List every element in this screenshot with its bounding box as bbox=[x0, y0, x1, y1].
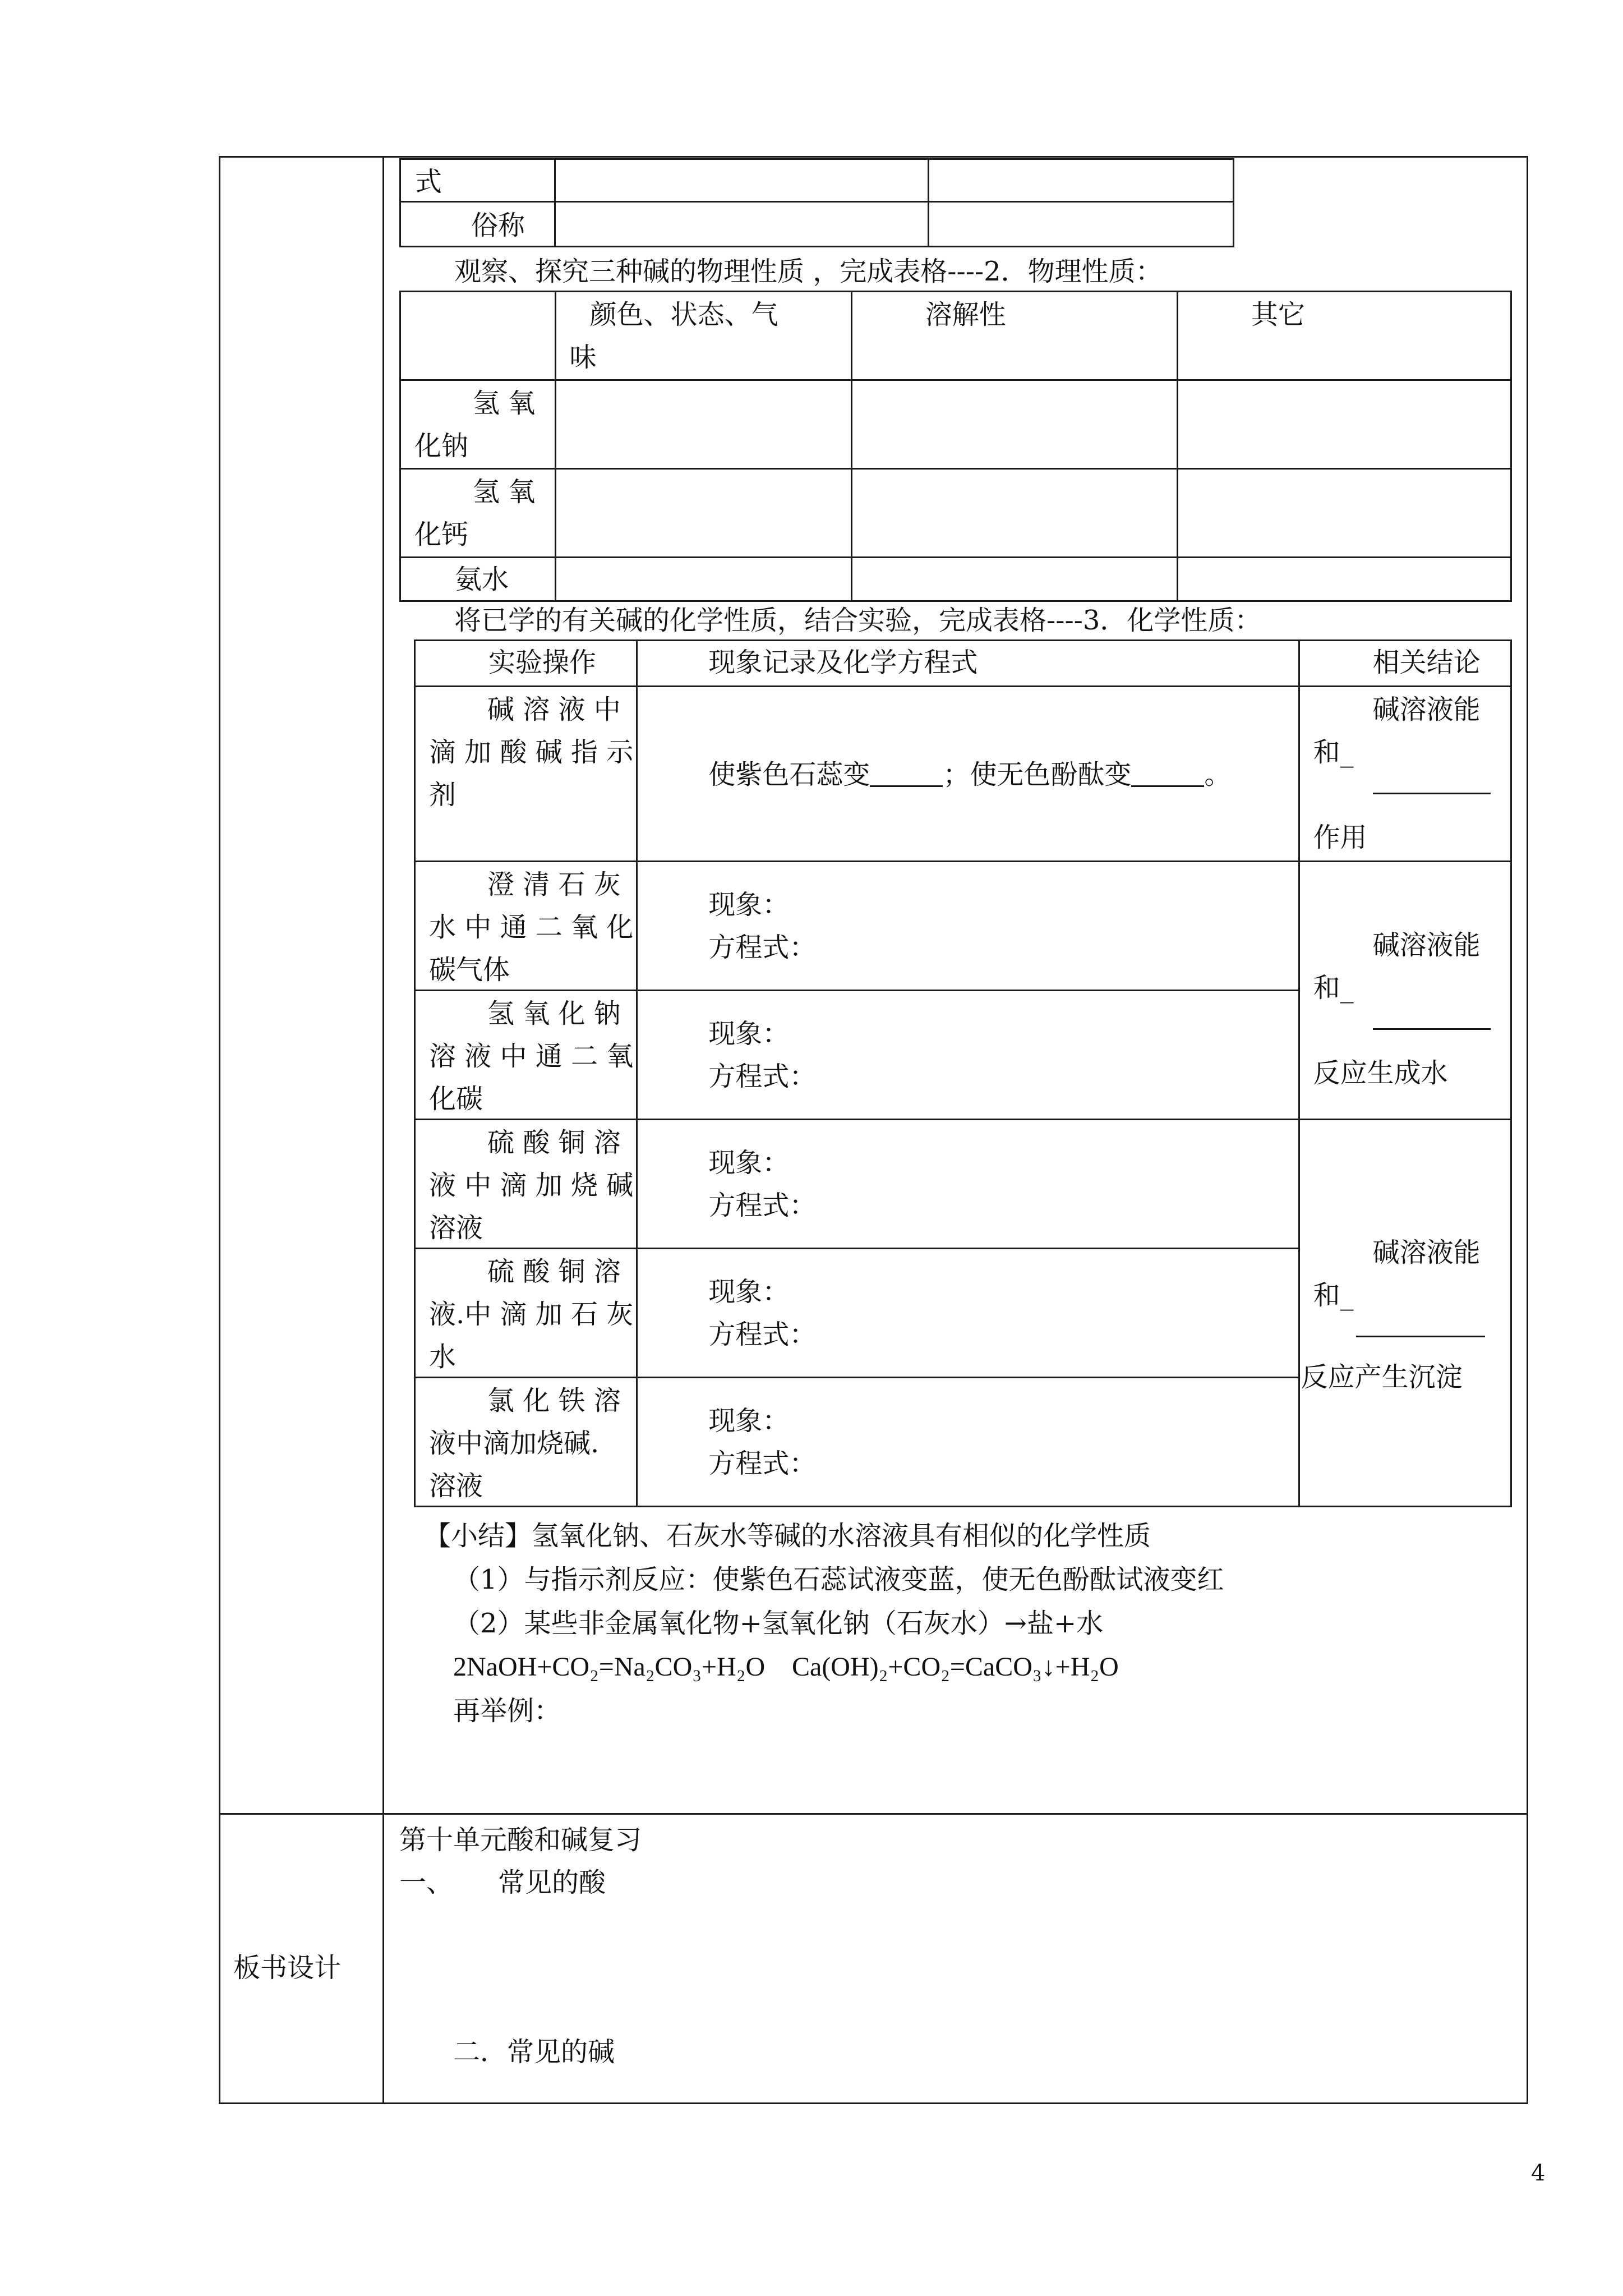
phenomenon-label: 现象： bbox=[708, 1276, 790, 1308]
summary-equation-1: 2NaOH+CO₂=Na₂CO₃+H₂O bbox=[453, 1652, 766, 1682]
chemical-conclusion-cell bbox=[1299, 1120, 1511, 1507]
op-line: 滴 加 酸 碱 指 示 bbox=[429, 737, 634, 768]
top-table-row2-label: 俗称 bbox=[471, 210, 525, 241]
op-line: 氯 化 铁 溶 bbox=[487, 1385, 621, 1416]
op-line: 液 中 滴 加 烧 碱 bbox=[429, 1170, 634, 1201]
op-line: 水 bbox=[429, 1341, 457, 1373]
physical-header-empty bbox=[400, 292, 556, 380]
chemical-op-cell bbox=[415, 862, 637, 991]
chemical-op-cell bbox=[415, 1249, 637, 1378]
phenomenon-label: 现象： bbox=[708, 1147, 790, 1179]
equation-label: 方程式： bbox=[708, 1061, 817, 1092]
physical-row-label: 氢 氧 bbox=[473, 388, 536, 419]
chemical-properties-table bbox=[414, 639, 1512, 1507]
outer-column-divider bbox=[382, 156, 384, 2104]
physical-row-label: 氢 氧 bbox=[473, 476, 536, 508]
chemical-op-cell bbox=[415, 1378, 637, 1507]
physical-row bbox=[400, 558, 556, 601]
op-line: 液.中 滴 加 石 灰 bbox=[429, 1299, 634, 1330]
conclusion-blank bbox=[1356, 1336, 1485, 1337]
indicator-text-a: 使紫色石蕊变 bbox=[708, 759, 870, 790]
conclusion-line: 和_ bbox=[1313, 972, 1354, 1004]
indicator-text-b: ；使无色酚酞变 bbox=[943, 759, 1132, 790]
page-number: 4 bbox=[1531, 2160, 1546, 2186]
indicator-text-c: 。 bbox=[1204, 759, 1232, 790]
op-line: 碳气体 bbox=[429, 954, 510, 986]
chemical-conclusion-cell bbox=[1299, 687, 1511, 862]
outer-right-border bbox=[1527, 156, 1528, 2104]
op-line: 澄 清 石 灰 bbox=[487, 869, 621, 900]
op-line: 碱 溶 液 中 bbox=[487, 694, 621, 725]
op-line: 硫 酸 铜 溶 bbox=[487, 1256, 621, 1287]
board-item-2: 二．常见的碱 bbox=[453, 2036, 615, 2068]
summary-point-1: （1）与指示剂反应：使紫色石蕊试液变蓝，使无色酚酞试液变红 bbox=[453, 1564, 1224, 1595]
chemical-header-record: 现象记录及化学方程式 bbox=[708, 647, 978, 678]
chemical-op-cell bbox=[415, 1120, 637, 1249]
chemical-record-cell bbox=[637, 862, 1299, 991]
conclusion-line: 反应产生沉淀 bbox=[1301, 1361, 1463, 1393]
op-line: 溶液 bbox=[429, 1470, 483, 1502]
chemical-op-cell bbox=[415, 991, 637, 1120]
physical-row-label-cont: 化钠 bbox=[414, 430, 469, 462]
top-table-border bbox=[554, 158, 556, 247]
chemical-record-cell bbox=[637, 1249, 1299, 1378]
outer-left-border bbox=[219, 156, 220, 2104]
phenomenon-label: 现象： bbox=[708, 1405, 790, 1437]
chemical-header-operation: 实验操作 bbox=[488, 647, 597, 678]
phenomenon-label: 现象： bbox=[708, 1018, 790, 1050]
chemical-record-cell bbox=[637, 991, 1299, 1120]
physical-header-other: 其它 bbox=[1251, 299, 1305, 330]
chemical-record-cell bbox=[637, 1378, 1299, 1507]
op-line: 溶液 bbox=[429, 1212, 483, 1244]
conclusion-line: 和_ bbox=[1313, 737, 1354, 768]
physical-intro: 观察、探究三种碱的物理性质 ，完成表格----2．物理性质： bbox=[454, 256, 1163, 287]
physical-row-label: 氨水 bbox=[455, 564, 509, 595]
top-table-row1-label: 式 bbox=[415, 166, 442, 197]
top-table-border bbox=[399, 158, 401, 247]
chemical-intro: 将已学的有关碱的化学性质，结合实验，完成表格----3．化学性质： bbox=[454, 605, 1262, 636]
physical-row-label-cont: 化钙 bbox=[414, 519, 469, 550]
physical-header-color: 颜色、状态、气 bbox=[589, 299, 778, 330]
op-line: 剂 bbox=[429, 779, 457, 811]
conclusion-line: 反应生成水 bbox=[1313, 1057, 1448, 1089]
op-line: 溶 液 中 通 二 氧 bbox=[429, 1041, 634, 1072]
board-label: 板书设计 bbox=[233, 1952, 342, 1984]
board-item-1-text: 常见的酸 bbox=[498, 1867, 606, 1898]
conclusion-line: 作用 bbox=[1313, 822, 1367, 853]
summary-point-2: （2）某些非金属氧化物+氢氧化钠（石灰水）→盐+水 bbox=[453, 1608, 1104, 1639]
equation-label: 方程式： bbox=[708, 1190, 817, 1221]
conclusion-line: 和_ bbox=[1313, 1280, 1354, 1311]
outer-top-border bbox=[219, 156, 1528, 158]
phenomenon-label: 现象： bbox=[708, 889, 790, 921]
top-table-border bbox=[928, 158, 929, 247]
litmus-blank bbox=[870, 761, 943, 787]
physical-properties-table bbox=[399, 291, 1512, 602]
chemical-header-conclusion: 相关结论 bbox=[1372, 647, 1481, 678]
physical-header-color-cont: 味 bbox=[569, 342, 597, 373]
chemical-record-cell bbox=[637, 1120, 1299, 1249]
op-line: 化碳 bbox=[429, 1083, 483, 1115]
conclusion-blank bbox=[1373, 793, 1491, 794]
chemical-op-cell bbox=[415, 687, 637, 862]
equation-label: 方程式： bbox=[708, 1448, 817, 1479]
chemical-conclusion-cell bbox=[1299, 862, 1511, 1120]
conclusion-blank bbox=[1373, 1028, 1491, 1030]
phenolphthalein-blank bbox=[1131, 761, 1204, 787]
board-title: 第十单元酸和碱复习 bbox=[399, 1824, 642, 1856]
op-line: 硫 酸 铜 溶 bbox=[487, 1127, 621, 1158]
op-line: 氢 氧 化 钠 bbox=[487, 998, 621, 1029]
physical-header-solubility: 溶解性 bbox=[925, 299, 1006, 330]
equation-label: 方程式： bbox=[708, 1319, 817, 1350]
conclusion-line: 碱溶液能 bbox=[1372, 930, 1481, 961]
op-line: 液中滴加烧碱. bbox=[429, 1428, 600, 1459]
conclusion-line: 碱溶液能 bbox=[1372, 1237, 1481, 1268]
summary-more-examples: 再举例： bbox=[453, 1695, 561, 1727]
top-table-border bbox=[399, 201, 1234, 203]
outer-bottom-border bbox=[219, 2102, 1528, 2104]
op-line: 水 中 通 二 氧 化 bbox=[429, 912, 634, 943]
board-section-divider bbox=[219, 1813, 1528, 1815]
top-table-border bbox=[399, 158, 1234, 160]
equation-label: 方程式： bbox=[708, 932, 817, 963]
top-table-border bbox=[1233, 158, 1234, 247]
board-item-1-number: 一、 bbox=[399, 1867, 454, 1898]
physical-row bbox=[400, 380, 556, 469]
indicator-sentence bbox=[708, 753, 1231, 796]
summary-equation-2: Ca(OH)₂+CO₂=CaCO₃↓+H₂O bbox=[792, 1652, 1119, 1682]
chemical-record-cell bbox=[637, 687, 1299, 862]
summary-title: 【小结】氢氧化钠、石灰水等碱的水溶液具有相似的化学性质 bbox=[424, 1520, 1151, 1552]
physical-row bbox=[400, 469, 556, 558]
conclusion-line: 碱溶液能 bbox=[1372, 694, 1481, 725]
